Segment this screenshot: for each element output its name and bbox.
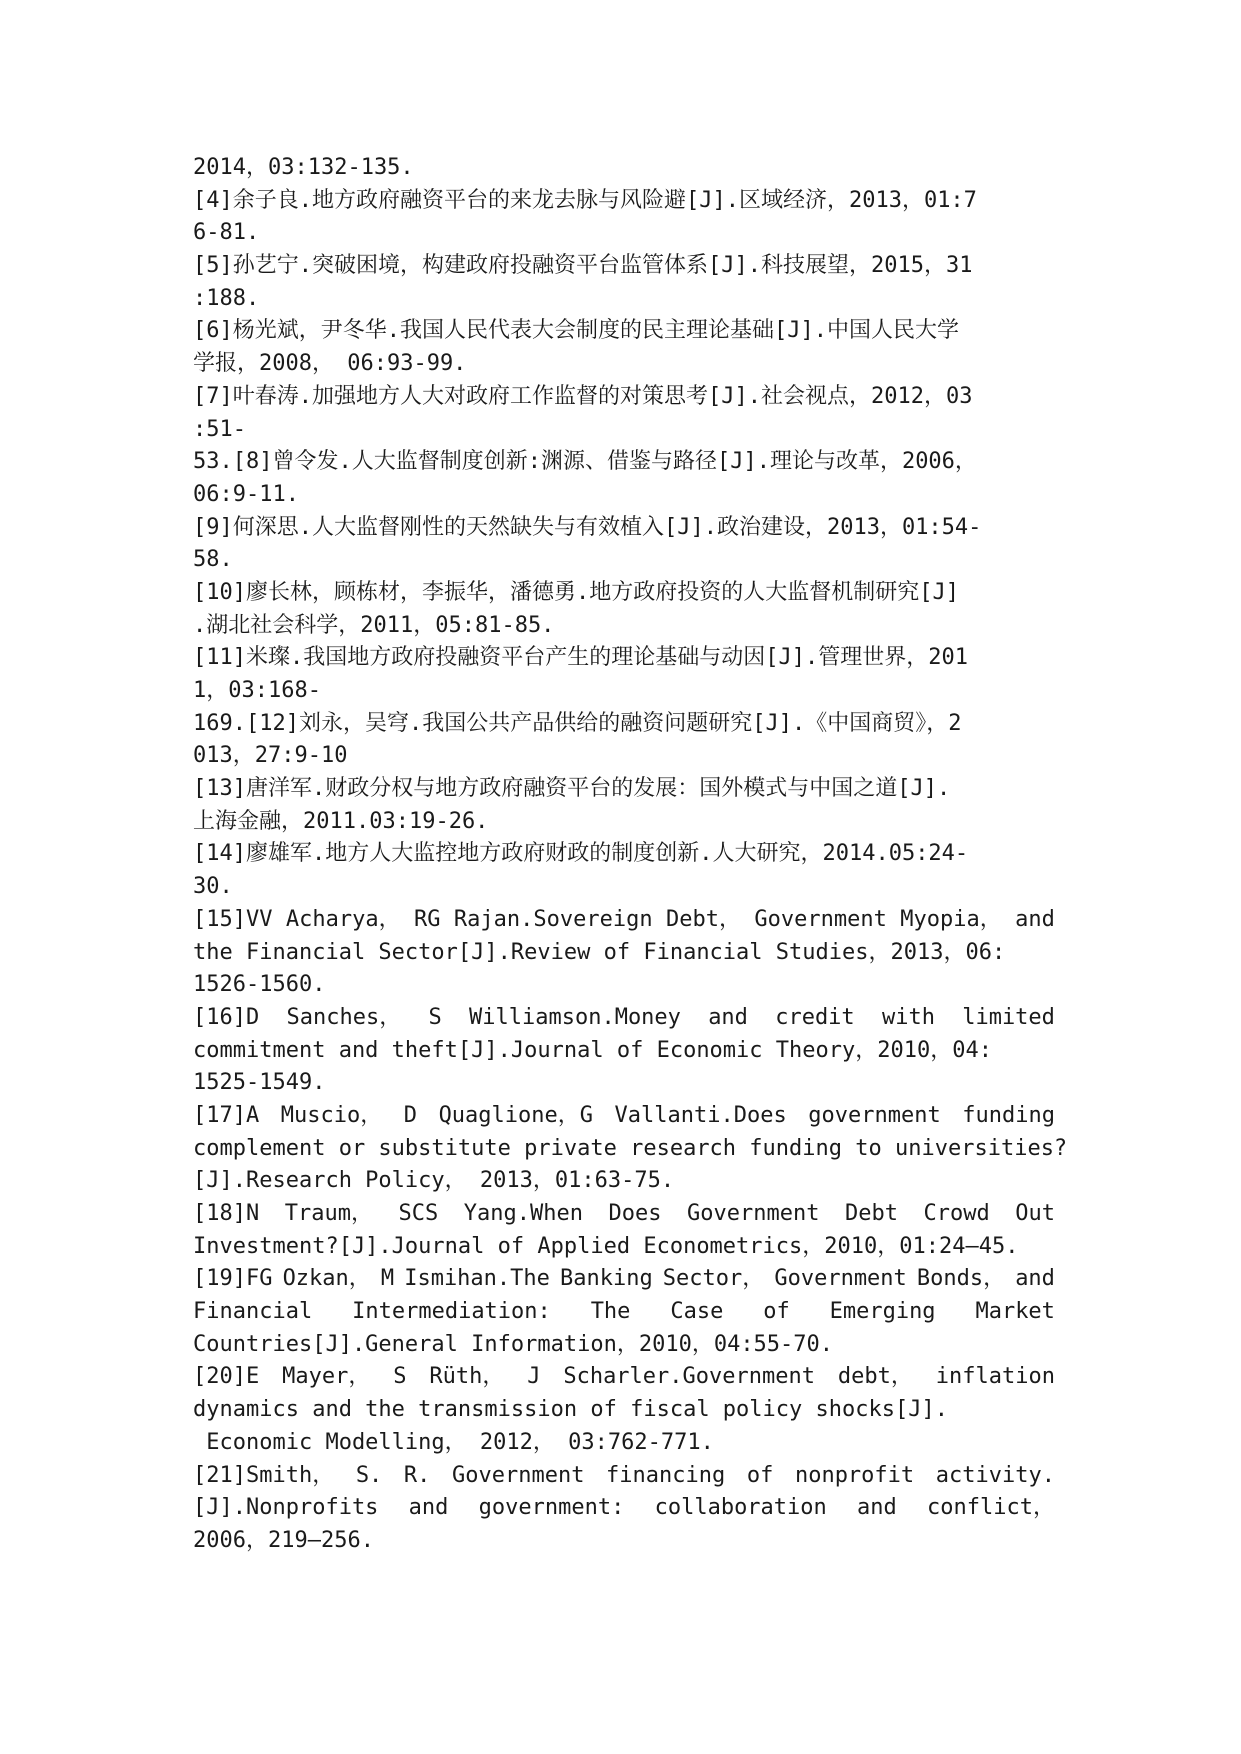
- reference-line: 58.: [193, 547, 233, 573]
- reference-word: Yang.When: [463, 1201, 583, 1226]
- reference-word: of: [746, 1462, 774, 1488]
- reference-word: Government: [754, 906, 887, 932]
- reference-word: funding: [962, 1102, 1055, 1128]
- reference-line: [193, 1492, 1055, 1525]
- reference-word: Myopia，: [900, 906, 1002, 932]
- reference-word: SCS: [398, 1201, 439, 1226]
- reference-line: dynamics and the transmission of fiscal policy shocks[J].: [193, 1397, 948, 1423]
- reference-word: [15]VV: [193, 906, 273, 932]
- reference-line: [14]廖雄军.地方人大监控地方政府财政的制度创新.人大研究，2014.05:24-: [193, 841, 969, 867]
- reference-word: conflict，: [927, 1495, 1055, 1521]
- reference-word: Crowd: [923, 1201, 990, 1226]
- reference-line: [J].Research Policy， 2013，01:63-75.: [193, 1168, 675, 1194]
- reference-line: [9]何深思.人大监督刚性的天然缺失与有效植入[J].政治建设，2013，01:54-: [193, 514, 982, 540]
- reference-word: Rajan.Sovereign: [453, 906, 653, 932]
- reference-line: :188.: [193, 285, 260, 311]
- reference-word: and: [1015, 1266, 1055, 1292]
- reference-word: [17]A: [193, 1102, 260, 1128]
- reference-word: inflation: [935, 1364, 1055, 1390]
- reference-word: government:: [478, 1495, 625, 1521]
- reference-word: Market: [975, 1299, 1055, 1325]
- reference-line: Investment?[J].Journal of Applied Econometrics，2010，01:24–45.: [193, 1233, 1019, 1259]
- reference-word: Rüth，: [429, 1364, 505, 1390]
- reference-line: 1525-1549.: [193, 1070, 326, 1096]
- reference-line: [193, 1100, 1055, 1133]
- reference-line: [193, 1460, 1055, 1493]
- reference-word: S: [393, 1364, 407, 1390]
- reference-word: J: [527, 1364, 541, 1390]
- reference-line: [4]余子良.地方政府融资平台的来龙去脉与风险避[J].区域经济，2013，01:7: [193, 187, 977, 213]
- reference-word: Government: [452, 1462, 585, 1488]
- reference-word: Muscio，: [280, 1102, 383, 1128]
- reference-line: 1，03:168-: [193, 678, 321, 703]
- reference-line: 2014，03:132-135.: [193, 155, 414, 180]
- reference-word: [19]FG: [193, 1266, 273, 1292]
- reference-word: Quaglione，G: [438, 1102, 594, 1128]
- reference-word: M: [380, 1266, 395, 1292]
- reference-word: The: [590, 1299, 631, 1325]
- reference-word: [18]N: [193, 1201, 260, 1226]
- reference-word: Acharya，: [285, 906, 401, 932]
- reference-word: [20]E: [193, 1364, 260, 1390]
- reference-word: Banking: [559, 1266, 653, 1292]
- reference-word: credit: [775, 1004, 855, 1030]
- reference-list: [193, 152, 1068, 1558]
- reference-word: activity.: [935, 1462, 1055, 1488]
- reference-word: Sector，: [662, 1266, 765, 1292]
- reference-line: [193, 904, 1055, 937]
- reference-word: Bonds，: [916, 1266, 1006, 1292]
- reference-line: complement or substitute private research funding to universities?: [193, 1135, 1068, 1161]
- reference-line: [10]廖长林，顾栋材，李振华，潘德勇.地方政府投资的人大监督机制研究[J]: [193, 579, 959, 605]
- reference-line: 53.[8]曾令发.人大监督制度创新:渊源、借鉴与路径[J].理论与改革，2006，: [193, 449, 977, 475]
- reference-line: :51-: [193, 416, 246, 442]
- reference-line: [5]孙艺宁.突破困境，构建政府投融资平台监管体系[J].科技展望，2015，31: [193, 253, 973, 279]
- reference-word: Traum，: [284, 1201, 373, 1226]
- reference-word: Mayer，: [282, 1364, 371, 1390]
- reference-word: Government: [774, 1266, 907, 1292]
- reference-word: [16]D: [193, 1004, 260, 1030]
- reference-word: and: [708, 1004, 748, 1030]
- reference-word: financing: [606, 1462, 726, 1488]
- reference-line: 06:9-11.: [193, 481, 299, 507]
- reference-word: limited: [962, 1004, 1055, 1030]
- reference-word: and: [857, 1495, 897, 1521]
- reference-line: commitment and theft[J].Journal of Economic Theory，2010，04:: [193, 1037, 992, 1063]
- reference-word: Sanches，: [286, 1004, 402, 1030]
- reference-word: [21]Smith，: [193, 1462, 335, 1488]
- reference-line: .湖北社会科学，2011，05:81-85.: [193, 612, 555, 638]
- reference-word: nonprofit: [794, 1462, 915, 1488]
- reference-word: Scharler.Government: [563, 1364, 815, 1390]
- reference-line: 30.: [193, 874, 233, 900]
- reference-word: Vallanti.Does: [614, 1102, 787, 1128]
- reference-word: [J].Nonprofits: [193, 1495, 379, 1521]
- reference-line: 169.[12]刘永，吴穹.我国公共产品供给的融资问题研究[J].《中国商贸》，2: [193, 710, 962, 736]
- reference-line: [193, 1361, 1055, 1394]
- reference-word: Debt: [844, 1201, 898, 1226]
- reference-word: Out: [1015, 1201, 1055, 1226]
- reference-line: 上海金融，2011.03:19-26.: [193, 808, 489, 834]
- reference-word: S.: [355, 1462, 383, 1488]
- reference-word: Williamson.Money: [469, 1004, 681, 1030]
- reference-word: and: [408, 1495, 449, 1521]
- reference-word: with: [881, 1004, 935, 1030]
- reference-line: [6]杨光斌，尹冬华.我国人民代表大会制度的民主理论基础[J].中国人民大学: [193, 318, 959, 344]
- reference-line: [193, 1198, 1055, 1231]
- reference-word: Debt，: [666, 906, 741, 932]
- reference-word: Ismihan.The: [404, 1266, 550, 1292]
- reference-line: 学报，2008， 06:93-99.: [193, 351, 467, 377]
- reference-word: debt，: [837, 1364, 913, 1390]
- reference-word: Intermediation:: [352, 1299, 551, 1325]
- reference-word: Emerging: [829, 1299, 936, 1325]
- reference-word: RG: [414, 906, 441, 932]
- reference-line: Countries[J].General Information，2010，04:55-70.: [193, 1331, 834, 1357]
- reference-line: [13]唐洋军.财政分权与地方政府融资平台的发展：国外模式与中国之道[J].: [193, 776, 951, 802]
- reference-word: Does: [608, 1201, 662, 1226]
- reference-word: of: [763, 1299, 790, 1325]
- reference-word: Case: [670, 1299, 724, 1325]
- reference-word: and: [1015, 906, 1055, 932]
- reference-line: [7]叶春涛.加强地方人大对政府工作监督的对策思考[J].社会视点，2012，03: [193, 383, 973, 409]
- reference-line: the Financial Sector[J].Review of Financial Studies，2013，06:: [193, 939, 1006, 965]
- reference-line: Economic Modelling， 2012， 03:762-771.: [193, 1429, 714, 1455]
- reference-line: 2006，219–256.: [193, 1527, 374, 1553]
- reference-word: S: [428, 1004, 442, 1030]
- reference-line: 1526-1560.: [193, 972, 326, 998]
- reference-line: 6-81.: [193, 220, 260, 246]
- reference-line: [193, 1263, 1055, 1296]
- reference-word: R.: [403, 1462, 431, 1488]
- reference-word: collaboration: [654, 1495, 827, 1521]
- reference-line: 013，27:9-10: [193, 743, 348, 769]
- reference-word: Government: [687, 1201, 820, 1226]
- reference-word: Financial: [193, 1299, 313, 1325]
- reference-line: [193, 1296, 1055, 1329]
- reference-line: [11]米璨.我国地方政府投融资平台产生的理论基础与动因[J].管理世界，201: [193, 645, 968, 671]
- reference-word: government: [808, 1102, 941, 1128]
- reference-word: Ozkan，: [282, 1266, 371, 1292]
- reference-word: D: [403, 1102, 418, 1128]
- reference-line: [193, 1002, 1055, 1035]
